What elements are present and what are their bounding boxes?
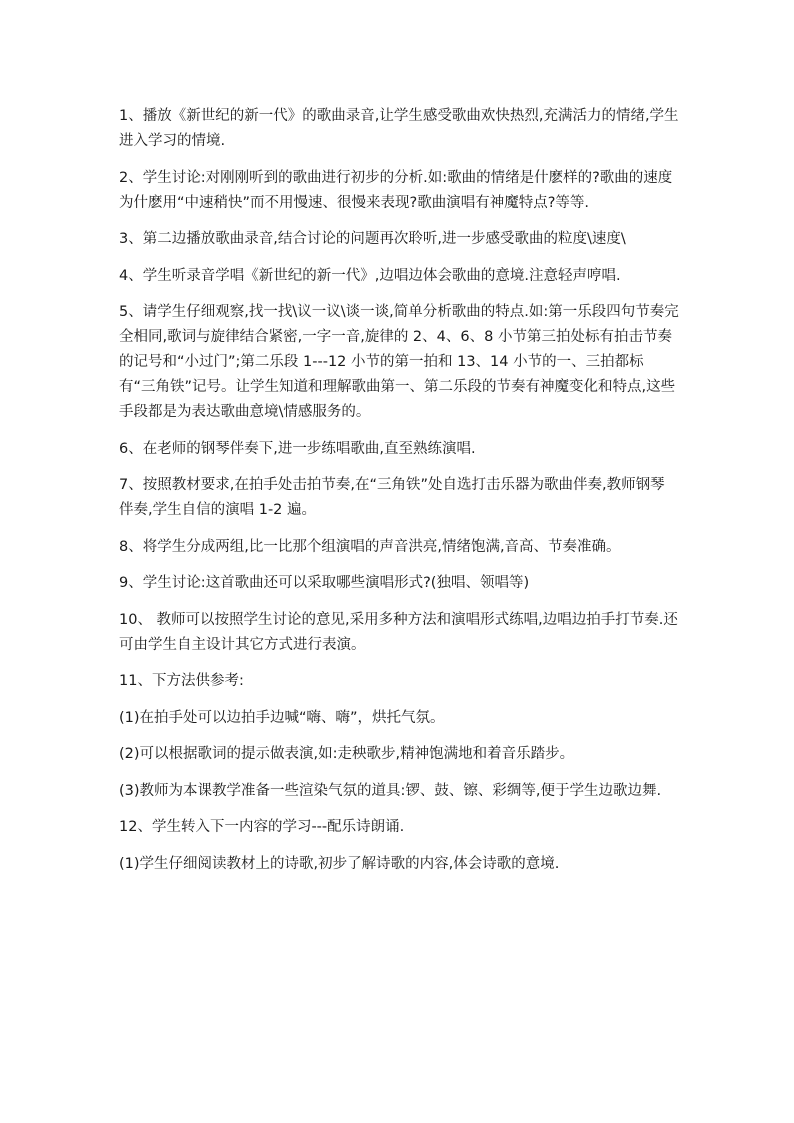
paragraph-11-3: (3)教师为本课教学准备一些渲染气氛的道具:锣、鼓、镲、彩绸等,便于学生边歌边舞.	[119, 782, 662, 799]
paragraph-12: 12、学生转入下一内容的学习---配乐诗朗诵.	[119, 819, 405, 835]
paragraph-12-1: (1)学生仔细阅读教材上的诗歌,初步了解诗歌的内容,体会诗歌的意境.	[119, 855, 560, 872]
paragraph-11: 11、下方法供参考:	[119, 673, 244, 689]
paragraph-5: 5、请学生仔细观察,找一找\议一议\谈一谈,简单分析歌曲的特点.如:第一乐段四句节奏完全相同,歌词与旋律结合紧密,一字一音,旋律的 2、4、6、8 小节第三拍处标有拍击节奏的记号和“小过门”;第二乐段 1---12 小节的第一拍和 13、14 小节的一、三拍都标有“三角铁”记号。让学生知道和理解歌曲第一、第二乐段的节奏有神魔变化和特点,这些手段都是为表达歌曲意境\情感服务的。	[119, 304, 679, 420]
paragraph-1: 1、播放《新世纪的新一代》的歌曲录音,让学生感受歌曲欢快热烈,充满活力的情绪,学生进入学习的情境.	[119, 108, 679, 149]
paragraph-11-1: (1)在拍手处可以边拍手边喊“嗨、嗨”，烘托气氛。	[119, 709, 445, 726]
paragraph-4: 4、学生听录音学唱《新世纪的新一代》,边唱边体会歌曲的意境.注意轻声哼唱.	[119, 267, 621, 284]
paragraph-3: 3、第二边播放歌曲录音,结合讨论的问题再次聆听,进一步感受歌曲的粒度\速度\	[119, 231, 626, 247]
paragraph-2: 2、学生讨论:对刚刚听到的歌曲进行初步的分析.如:歌曲的情绪是什麽样的?歌曲的速度为什麽用“中速稍快”而不用慢速、很慢来表现?歌曲演唱有神魔特点?等等.	[119, 169, 673, 211]
paragraph-8: 8、将学生分成两组,比一比那个组演唱的声音洪亮,情绪饱满,音高、节奏准确。	[119, 538, 621, 555]
paragraph-11-2: (2)可以根据歌词的提示做表演,如:走秧歌步,精神饱满地和着音乐踏步。	[119, 746, 575, 762]
paragraph-9: 9、学生讨论:这首歌曲还可以采取哪些演唱形式?(独唱、领唱等)	[119, 575, 530, 591]
paragraph-6: 6、在老师的钢琴伴奏下,进一步练唱歌曲,直至熟练演唱.	[119, 440, 476, 457]
paragraph-7: 7、按照教材要求,在拍手处击拍节奏,在“三角铁”处自选打击乐器为歌曲伴奏,教师钢琴伴奏,学生自信的演唱 1-2 遍。	[119, 477, 665, 518]
paragraph-10: 10、 教师可以按照学生讨论的意见,采用多种方法和演唱形式练唱,边唱边拍手打节奏.还可由学生自主设计其它方式进行表演。	[119, 611, 678, 653]
document-body	[119, 104, 679, 888]
